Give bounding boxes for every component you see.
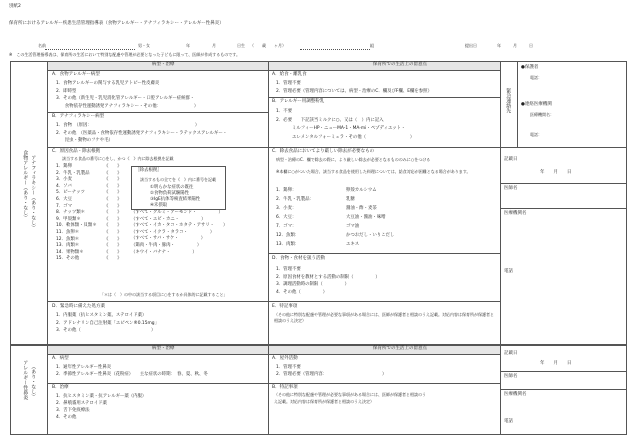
cause-food-item: 1．鶏卵: [56, 164, 72, 169]
food-activity-item: 1．管理不要: [276, 267, 301, 272]
strict-removal-items: [346, 186, 394, 249]
anaphylaxis-type-list: [56, 122, 227, 145]
cause-food-list: [56, 164, 97, 263]
basis-item: ①明らかな症状の既往: [150, 185, 194, 190]
cause-food-item: 3．小麦: [56, 177, 72, 183]
special-notes-text: （その他に特別な配慮や管理が必要な事項がある場合には、医師が保護者と相談のうえ記載。対応内容は保育所が保護者と相談のうえ決定）: [274, 312, 494, 323]
birth-month-label: 月: [212, 43, 216, 48]
basis-brackets: 《 》 《 》 《 》 《 》 《 》 《 》 《 》 《 》 《 》 《 》 《 》 《 》 《 》 《 》 《 》: [104, 164, 122, 262]
food-type-list: [56, 80, 198, 110]
header-right: 保育所での生活上の留意点: [373, 62, 427, 67]
age-label: （ 歳 ヶ月）: [250, 43, 286, 48]
food-activity-item: 3．調理活動時の制限（ ）: [276, 282, 350, 288]
food-activity-title: D．食物・食材を扱う活動: [272, 256, 325, 261]
cause-food-subtitle: 該当する食品の番号に○をし、かつ《 》内に除去根拠を記載: [62, 156, 174, 161]
outdoor-activity-item: 2．管理必要（管理内容： ）: [276, 372, 387, 377]
class-label: 組: [370, 43, 374, 48]
emergency-med-list: [56, 312, 159, 335]
strict-removal-item: かつおだし・いりこだし: [346, 233, 395, 238]
strict-removal-item: 乳糖: [346, 197, 355, 202]
form-id: 別紙2: [9, 4, 21, 9]
food-type-title: A．食物アレルギー病型: [52, 72, 100, 77]
record2-hospital-label: 医療機関名: [504, 392, 527, 397]
rhinitis-type-item: 1．通年性アレルギー性鼻炎: [56, 365, 112, 370]
phone-label: 電話: [504, 269, 513, 274]
food-allergy-side-label: 食物アレルギー（あり・なし）: [22, 150, 29, 220]
food-activity-list: [276, 266, 380, 296]
record2-date-label: 記載日: [504, 351, 518, 356]
strict-removal-text2: ※本欄に○がついた場合、該当する食品を使用した料理については、給食対応が困難となる場合があります。: [276, 169, 471, 174]
food-type-item: 食物依存性運動誘発アナフィラキシー・その他： ）: [56, 103, 199, 109]
outdoor-activity-list: [276, 364, 386, 378]
strict-removal-foods: [276, 186, 314, 249]
cause-food-item: 7．ゴマ: [56, 203, 72, 209]
rhinitis-type-list: [56, 364, 208, 378]
rhinitis-notes-text1: （その他に特別な配慮や管理が必要な事項がある場合には、医師が保護者と相談のう: [274, 392, 426, 397]
strict-removal-food: 3．小麦：: [276, 206, 297, 211]
strict-removal-food: 7．ゴマ：: [276, 224, 297, 229]
strict-removal-item: 醤油・酢・麦茶: [346, 206, 377, 211]
submit-date-label: 提出日 年 月 日: [465, 43, 533, 48]
rhinitis-type-title: A．病型: [52, 356, 69, 361]
gender-label: 男・女: [138, 43, 150, 48]
basis-item: ③IgE抗体等検査結果陽性: [150, 197, 201, 202]
guardian-phone-label: 電話：: [530, 75, 542, 80]
clinic-phone-label: 電話：: [530, 132, 542, 137]
food-detail-list: [131, 210, 227, 256]
food-type-item: 1．食物アレルギーの関与する乳児アトピー性皮膚炎: [56, 81, 160, 86]
header-left: 病型・治療: [152, 62, 175, 67]
record-date-ymd: 年 月 日: [540, 170, 572, 175]
formula-item: 2．必要 下記該当ミルクに○、又は（ ）内に記入: [276, 117, 384, 123]
strict-removal-item: 卵殻カルシウム: [346, 188, 377, 193]
outdoor-activity-title: A．屋外活動: [272, 356, 298, 361]
strict-removal-food: 1．鶏卵：: [276, 188, 297, 193]
rhinitis-treatment-item: 3．舌下免疫療法: [56, 408, 90, 413]
strict-removal-title: C．除去食品においてより厳しい除去が必要なもの: [272, 149, 375, 154]
cause-food-item: 14．果物類＊: [56, 249, 84, 255]
cause-food-item: 10．軟体類・貝類＊: [56, 223, 97, 229]
basis-list: [150, 185, 200, 209]
birth-day-label: 日生: [237, 43, 245, 48]
food-detail-item: （すべて・エビ・カニ・ ）: [131, 216, 206, 222]
rhinitis-treatment-item: 4．その他: [56, 415, 77, 420]
strict-removal-food: 12．魚類：: [276, 233, 300, 238]
basis-item: ②食物負荷試験陽性: [150, 191, 190, 196]
cause-food-title: C．原因食品・除去根拠: [52, 149, 101, 154]
cause-food-item: 13．肉類＊: [56, 243, 80, 249]
anaphylaxis-type-title: B．アナフィラキシー病型: [52, 114, 105, 119]
basis-title: ［除去根拠］: [135, 168, 162, 173]
cause-food-item: 5．ピーナッツ: [56, 190, 85, 196]
page-title: 保育所におけるアレルギー疾患生活管理指導表（食物アレルギー・アナフィラキシー・アレルギー性鼻炎）: [9, 21, 224, 26]
cause-food-item: 11．魚卵＊: [56, 229, 80, 235]
anaphylaxis-type-item: 1．食物 （原因： ）: [56, 123, 200, 128]
rhinitis-side-label2: （あり・なし）: [30, 364, 37, 399]
food-detail-item: （キウイ・バナナ・ ）: [131, 249, 197, 255]
rhinitis-type-item: 2．季節性アレルギー性鼻炎（花粉症） 主な症状の時期： 春、夏、秋、冬: [56, 372, 208, 377]
strict-removal-item: 大豆油・醤油・味噌: [346, 215, 386, 220]
strict-removal-food: 6．大豆：: [276, 215, 297, 220]
clinic-name-label: 医療機関名：: [530, 112, 554, 117]
cause-food-item: 12．魚類＊: [56, 236, 80, 242]
rhinitis-treatment-title: B．治療: [52, 385, 69, 390]
record2-date-ymd: 年 月 日: [540, 361, 572, 366]
food-detail-item: （すべて・サバ・サケ・ ）: [131, 236, 206, 242]
formula-title: B．アレルギー用調整粉乳: [272, 99, 325, 104]
name-label: 名前: [38, 43, 46, 48]
school-meal-item: 1．管理不要: [276, 81, 301, 86]
emergency-contact-side-label: 緊急連絡先: [505, 88, 512, 113]
school-meal-list: [276, 80, 432, 95]
birth-year-label: 年: [186, 43, 190, 48]
strict-removal-item: エキス: [346, 242, 360, 247]
rhinitis-side-label: アレルギー性鼻炎: [22, 360, 29, 400]
strict-removal-item: ゴマ油: [346, 224, 360, 229]
anaphylaxis-side-label: アナフィラキシー（あり・なし）: [30, 155, 37, 230]
anaphylaxis-type-item: 2．その他 （医薬品・食物依存性運動誘発アナフィラキシー・ラテックスアレルギー・: [56, 130, 228, 136]
emergency-med-item: 2．アドレナリン自己注射薬「エピペン®0.15mg」: [56, 320, 159, 326]
food-activity-item: 4．その他（ ）: [276, 289, 328, 295]
basis-note: 該当するもの全てを《 》内に番号を記載: [140, 177, 216, 182]
cause-food-item: 8．ナッツ類＊: [56, 210, 86, 216]
outdoor-activity-item: 1．管理不要: [276, 365, 301, 370]
cause-food-footnote: 「＊は（ ）の中の該当する項目に○をするか具体的に記載すること」: [100, 292, 228, 297]
cause-food-item: 9．甲殻類＊: [56, 216, 81, 222]
formula-item: 1．不要: [276, 109, 292, 114]
strict-removal-text1: 病型・治療のC．欄で除去の際に、より厳しい除去が必要となるもののみに○をつける: [276, 157, 431, 162]
school-meal-title: A．給食・離乳食: [272, 72, 307, 77]
record2-phone-label: 電話: [504, 419, 513, 424]
anaphylaxis-type-item: 昆虫・動物のフケや毛）: [56, 138, 113, 143]
doctor-name-label: 医師名: [504, 186, 518, 191]
school-meal-item: 2．管理必要（管理内容については、病型・治療のC．欄及びF欄、E欄を参照）: [276, 88, 432, 94]
guardian-title: ●保護者: [521, 65, 539, 70]
food-type-item: 2．即時型: [56, 88, 77, 94]
food-detail-item: （すべて・イカ・タコ・ホタテ・アサリ・ ）: [131, 223, 228, 229]
rhinitis-notes-title: B．特記事項: [272, 385, 298, 390]
emergency-med-title: D．緊急時に備えた処方薬: [52, 304, 105, 309]
rhinitis-treatment-item: 2．鼻噴霧用ステロイド薬: [56, 401, 107, 406]
rhinitis-treatment-item: 1．抗ヒスタミン薬・抗アレルギー薬（内服）: [56, 394, 147, 399]
food-type-item: 3．その他（新生児・乳児消化管アレルギー・口腔アレルギー症候群・: [56, 96, 195, 101]
formula-item: エレメンタルフォーミュラ・その他（ ）: [292, 134, 415, 140]
food-detail-item: （すべて・イクラ・タラコ・ ）: [131, 229, 215, 235]
record2-doctor-label: 医師名: [504, 374, 518, 379]
emergency-med-item: 1．内服薬（抗ヒスタミン薬、ステロイド薬）: [56, 313, 147, 318]
food-detail-item: （鶏肉・牛肉・豚肉・ ）: [131, 242, 202, 248]
basis-item: ④未摂取: [150, 203, 168, 208]
note-text: ※ この生活管理指導表は、保育所の生活において特別な配慮や管理が必要となった子どもに限って、医師が作成するものです。: [9, 52, 240, 57]
record-date-label: 記載日: [504, 157, 518, 162]
formula-item: ミルフィーHP・ニューMA-1・MA-mi・ペプディエット・: [292, 126, 406, 131]
emergency-clinic-title: ●連絡医療機関: [521, 102, 552, 107]
hospital-name-label: 医療機関名: [504, 211, 527, 216]
rhinitis-header-right: 保育所での生活上の留意点: [373, 346, 427, 351]
rhinitis-treatment-list: [56, 393, 146, 421]
rhinitis-table: [10, 345, 627, 435]
rhinitis-header-left: 病型・治療: [152, 346, 175, 351]
food-activity-item: 2．原因食材を教材とする活動の制限（ ）: [276, 274, 380, 280]
emergency-med-item: 3．その他（ ）: [56, 328, 156, 333]
rhinitis-notes-text2: え記載。対応内容は保育所が保護者と相談のうえ決定）: [274, 399, 374, 404]
food-detail-item: （すべて・クルミ・アーモンド・ ）: [131, 210, 223, 215]
strict-removal-food: 2．牛乳・乳製品：: [276, 197, 314, 202]
strict-removal-food: 13．肉類：: [276, 242, 300, 247]
cause-food-item: 15．その他: [56, 256, 80, 262]
formula-list: [276, 108, 414, 142]
special-notes-title: E．特記事項: [272, 304, 298, 309]
cause-food-item: 6．大豆: [56, 196, 72, 202]
cause-food-item: 2．牛乳・乳製品: [56, 170, 90, 176]
cause-food-item: 4．ソバ: [56, 183, 72, 189]
